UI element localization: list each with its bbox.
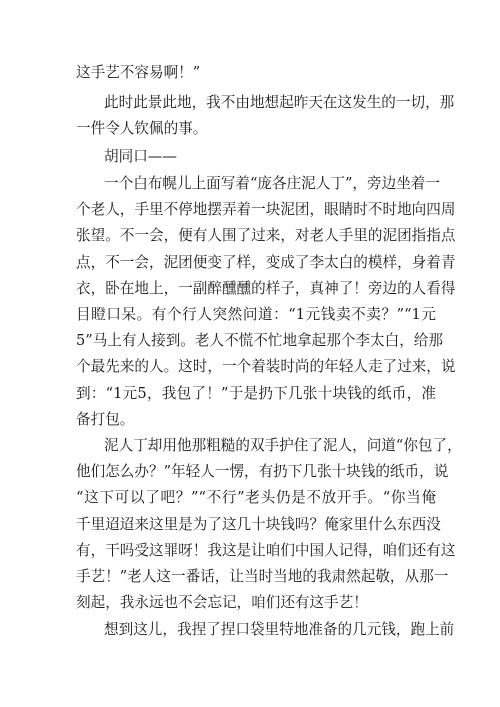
text-line: 备打包。 [76,411,135,428]
text-line: 一个白布幌儿上面写着“庞各庄泥人丁”，旁边坐着一 [104,175,440,192]
text-line: 他们怎么办？”年轻人一愣，有扔下几张十块钱的纸币，说 [76,463,449,480]
text-line: 个老人，手里不停地摆弄着一块泥团，眼睛时不时地向四周 [76,201,456,218]
text-line: 有，干吗受这罪呀！我这是让咱们中国人记得，咱们还有这 [76,542,456,559]
text-line: 想到这儿，我捏了捏口袋里特地准备的几元钱，跑上前 [104,621,455,638]
text-line: 刻起，我永远也不会忘记，咱们还有这手艺！ [76,594,368,611]
text-line: 胡同口—— [104,148,177,165]
text-line: “这下可以了吧？”“不行”老头仍是不放开手。“你当俺 [76,489,436,506]
text-line: 点，不一会，泥团便变了样，变成了李太白的模样，身着青 [76,254,456,271]
text-line: 张望。不一会，便有人围了过来，对老人手里的泥团指指点 [76,227,456,244]
text-line: 手艺！”老人这一番话，让当时当地的我肃然起敬，从那一 [76,568,449,585]
text-line: 个最先来的人。这时，一个着装时尚的年轻人走了过来，说 [76,358,456,375]
text-line: 泥人丁却用他那粗糙的双手护住了泥人，问道“你包了， [104,437,462,454]
text-line: 一件令人钦佩的事。 [76,120,208,137]
text-line: 此时此景此地，我不由地想起昨天在这发生的一切，那 [104,94,455,111]
text-line: 这手艺不容易啊！” [76,64,201,81]
text-line: 到：“1元5，我包了！”于是扔下几张十块钱的纸币，准 [76,385,436,402]
text-line: 衣，卧在地上，一副醉醺醺的样子，真神了！旁边的人看得 [76,280,456,297]
text-line: 目瞪口呆。有个行人突然问道：“1元钱卖不卖？”“1元 [76,306,436,323]
text-line: 千里迢迢来这里是为了这几十块钱吗？俺家里什么东西没 [76,516,441,533]
text-line: 5”马上有人接到。老人不慌不忙地拿起那个李太白，给那 [76,332,443,349]
